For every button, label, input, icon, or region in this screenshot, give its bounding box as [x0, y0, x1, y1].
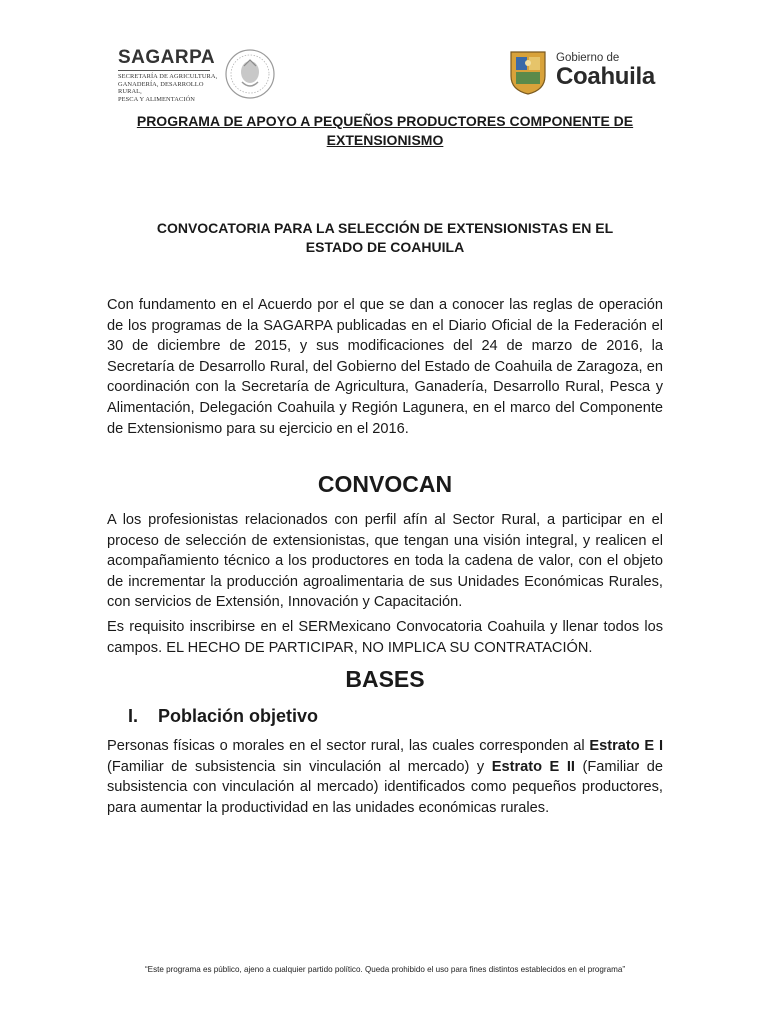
- document-title-line-1: PROGRAMA DE APOYO A PEQUEÑOS PRODUCTORES COMPONENTE DE: [136, 113, 634, 129]
- convocan-heading: CONVOCAN: [317, 471, 453, 497]
- footer-disclaimer: “Este programa es público, ajeno a cualquier partido político. Queda prohibido el uso para fines distintos establecidos en el programa”: [144, 965, 626, 974]
- coahuila-logo: [556, 52, 655, 90]
- sagarpa-logo-sub-2: GANADERÍA, DESARROLLO RURAL,: [118, 80, 204, 96]
- section-paragraph: [107, 736, 663, 818]
- sagarpa-logo-name: SAGARPA: [118, 47, 216, 68]
- stratum-e1-label: Estrato E I: [589, 738, 663, 754]
- document-title: [100, 112, 670, 150]
- section-text-2: (Familiar de subsistencia sin vinculación al mercado) y: [107, 758, 492, 775]
- intro-paragraph: Con fundamento en el Acuerdo por el que se dan a conocer las reglas de operación de los programas de la SAGARPA publicadas en el Diario Oficial de la Federación el 30 de diciembre de 2015, y sus modificaciones del 24 de marzo de 2016, la Secretaría de Desarrollo Rural, del Gobierno del Estado de Coahuila de Zaragoza, en coordinación con la Secretaría de Agricultura, Ganadería, Desarrollo Rural, Pesca y Alimentación, Delegación Coahuila y Región Lagunera, en el marco del Componente de Extensionismo para su ejercicio en el 2016.: [107, 297, 663, 437]
- coahuila-logo-big: Coahuila: [556, 63, 655, 90]
- sagarpa-logo: [118, 48, 218, 106]
- stratum-e2-label: Estrato E II: [491, 758, 575, 775]
- document-subtitle: [100, 219, 670, 257]
- coahuila-logo-small: Gobierno de: [556, 52, 620, 64]
- section-title: Población objetivo: [158, 706, 319, 726]
- convocan-paragraph: A los profesionistas relacionados con perfil afín al Sector Rural, a participar en el proceso de selección de extensionistas, que tengan una visión integral, y realicen el acompañamiento técnico a los productores en toda la cadena de valor, con el objeto de incrementar la producción agroalimentaria de sus Unidades Económicas Rurales, con servicios de Extensión, Innovación y Capacitación.: [107, 512, 663, 611]
- document-subtitle-line-1: CONVOCATORIA PARA LA SELECCIÓN DE EXTENSIONISTAS EN EL: [156, 220, 614, 236]
- coahuila-shield-icon: [508, 48, 548, 96]
- mexico-seal-icon: [224, 48, 276, 100]
- sagarpa-logo-rule: [118, 70, 210, 71]
- section-text-1: Personas físicas o morales en el sector rural, las cuales corresponden al: [107, 738, 590, 754]
- document-title-line-2: EXTENSIONISMO: [326, 132, 444, 148]
- requirement-paragraph: Es requisito inscribirse en el SERMexicano Convocatoria Coahuila y llenar todos los campos. EL HECHO DE PARTICIPAR, NO IMPLICA SU CONTRATACIÓN.: [107, 619, 663, 656]
- bases-heading: BASES: [345, 666, 425, 692]
- section-number: I.: [128, 706, 139, 726]
- sagarpa-logo-sub-1: SECRETARÍA DE AGRICULTURA,: [118, 73, 218, 80]
- sagarpa-logo-sub-3: PESCA Y ALIMENTACIÓN: [118, 95, 195, 103]
- document-subtitle-line-2: ESTADO DE COAHUILA: [305, 239, 465, 255]
- section-text-3: (Familiar de subsistencia con vinculación al mercado) identificados como pequeños productores, para aumentar la productividad en las unidades económicas rurales.: [107, 758, 663, 816]
